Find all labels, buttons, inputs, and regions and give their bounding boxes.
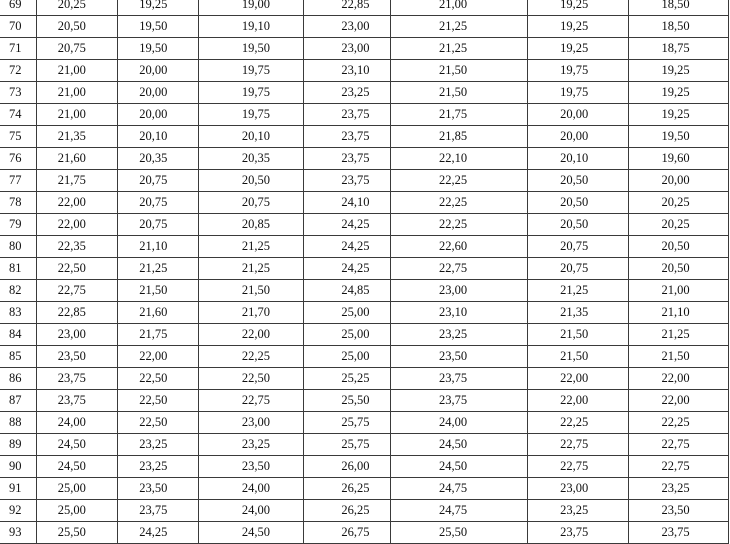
value-cell: 20,00 [628,170,728,192]
value-cell: 19,50 [628,126,728,148]
value-cell: 20,25 [628,214,728,236]
value-cell: 23,75 [304,148,391,170]
table-row [0,368,729,390]
value-cell: 21,75 [118,324,199,346]
table-row [0,170,729,192]
value-cell: 22,75 [628,456,728,478]
table-row [0,16,729,38]
value-cell: 20,85 [198,214,304,236]
table-row [0,346,729,368]
value-cell: 24,75 [391,500,528,522]
value-cell: 19,75 [528,60,628,82]
table-row [0,192,729,214]
value-cell: 19,10 [198,16,304,38]
value-cell: 23,00 [391,280,528,302]
value-cell: 22,75 [391,258,528,280]
value-cell: 23,25 [118,456,199,478]
value-cell: 23,25 [628,478,728,500]
value-cell: 21,00 [36,104,118,126]
value-cell: 22,35 [36,236,118,258]
value-cell: 21,00 [36,82,118,104]
value-cell: 22,50 [118,368,199,390]
table-row [0,214,729,236]
value-cell: 25,75 [304,434,391,456]
value-cell: 19,75 [198,60,304,82]
table-row [0,456,729,478]
value-cell: 20,35 [118,148,199,170]
value-cell: 21,00 [391,0,528,16]
value-cell: 21,70 [198,302,304,324]
value-cell: 21,25 [198,236,304,258]
value-cell: 19,00 [198,0,304,16]
value-cell: 20,50 [628,236,728,258]
value-cell: 21,85 [391,126,528,148]
value-cell: 23,25 [118,434,199,456]
row-number-cell: 71 [0,38,36,60]
value-cell: 22,25 [391,214,528,236]
value-cell: 20,75 [118,170,199,192]
value-cell: 26,75 [304,522,391,544]
value-cell: 21,50 [628,346,728,368]
value-cell: 23,50 [118,478,199,500]
value-cell: 20,25 [36,0,118,16]
value-cell: 21,75 [391,104,528,126]
row-number-cell: 84 [0,324,36,346]
value-cell: 19,50 [118,38,199,60]
row-number-cell: 79 [0,214,36,236]
value-cell: 23,00 [304,16,391,38]
value-cell: 23,75 [528,522,628,544]
value-cell: 25,00 [304,324,391,346]
value-cell: 19,75 [198,82,304,104]
value-cell: 22,00 [528,368,628,390]
row-number-cell: 86 [0,368,36,390]
value-cell: 20,75 [118,192,199,214]
value-cell: 21,50 [391,60,528,82]
row-number-cell: 74 [0,104,36,126]
value-cell: 21,25 [118,258,199,280]
value-cell: 22,25 [391,170,528,192]
value-cell: 19,25 [628,82,728,104]
value-cell: 21,25 [391,16,528,38]
value-cell: 24,85 [304,280,391,302]
value-cell: 22,00 [628,390,728,412]
value-cell: 18,50 [628,16,728,38]
value-cell: 23,75 [391,390,528,412]
value-cell: 22,00 [36,214,118,236]
value-cell: 23,50 [391,346,528,368]
value-cell: 19,25 [528,16,628,38]
value-cell: 25,75 [304,412,391,434]
value-cell: 21,60 [36,148,118,170]
value-cell: 25,50 [36,522,118,544]
value-cell: 19,60 [628,148,728,170]
value-cell: 25,50 [391,522,528,544]
table-row [0,434,729,456]
value-cell: 25,00 [36,500,118,522]
table-row [0,60,729,82]
value-cell: 20,00 [118,60,199,82]
value-cell: 24,25 [118,522,199,544]
value-cell: 21,50 [198,280,304,302]
value-cell: 22,75 [36,280,118,302]
row-number-cell: 82 [0,280,36,302]
value-cell: 23,50 [628,500,728,522]
value-cell: 20,00 [118,82,199,104]
row-number-cell: 88 [0,412,36,434]
row-number-cell: 72 [0,60,36,82]
value-cell: 22,25 [198,346,304,368]
value-cell: 23,75 [36,368,118,390]
value-cell: 21,25 [628,324,728,346]
value-cell: 23,00 [198,412,304,434]
table-row [0,82,729,104]
value-cell: 22,75 [528,434,628,456]
value-cell: 21,50 [391,82,528,104]
value-cell: 23,10 [391,302,528,324]
table-row [0,302,729,324]
value-cell: 22,10 [391,148,528,170]
value-cell: 21,25 [198,258,304,280]
value-cell: 24,50 [36,456,118,478]
value-cell: 24,25 [304,258,391,280]
value-cell: 25,50 [304,390,391,412]
value-cell: 21,10 [628,302,728,324]
row-number-cell: 89 [0,434,36,456]
value-cell: 25,00 [36,478,118,500]
value-cell: 24,50 [36,434,118,456]
value-cell: 21,50 [118,280,199,302]
value-cell: 21,25 [391,38,528,60]
row-number-cell: 83 [0,302,36,324]
row-number-cell: 93 [0,522,36,544]
table-row [0,258,729,280]
value-cell: 18,75 [628,38,728,60]
value-cell: 22,85 [36,302,118,324]
value-cell: 22,50 [198,368,304,390]
value-cell: 23,10 [304,60,391,82]
value-cell: 22,25 [391,192,528,214]
value-cell: 21,35 [528,302,628,324]
row-number-cell: 85 [0,346,36,368]
value-cell: 25,25 [304,368,391,390]
value-cell: 22,75 [198,390,304,412]
value-cell: 24,10 [304,192,391,214]
value-cell: 22,25 [528,412,628,434]
value-cell: 22,85 [304,0,391,16]
value-cell: 20,50 [528,214,628,236]
value-cell: 25,00 [304,302,391,324]
value-cell: 20,50 [528,170,628,192]
value-cell: 20,75 [118,214,199,236]
value-cell: 24,50 [198,522,304,544]
value-cell: 22,60 [391,236,528,258]
row-number-cell: 70 [0,16,36,38]
row-number-cell: 92 [0,500,36,522]
value-cell: 20,50 [198,170,304,192]
value-cell: 23,75 [304,126,391,148]
table-row [0,104,729,126]
table-row [0,324,729,346]
value-cell: 21,10 [118,236,199,258]
value-cell: 24,50 [391,456,528,478]
value-cell: 20,50 [36,16,118,38]
value-cell: 20,50 [628,258,728,280]
row-number-cell: 87 [0,390,36,412]
table-row [0,390,729,412]
value-cell: 19,25 [528,38,628,60]
value-cell: 20,00 [118,104,199,126]
value-cell: 22,50 [36,258,118,280]
row-number-cell: 73 [0,82,36,104]
table-row [0,148,729,170]
value-cell: 23,75 [391,368,528,390]
value-cell: 23,25 [304,82,391,104]
value-cell: 21,50 [528,324,628,346]
table-row [0,280,729,302]
value-cell: 20,25 [628,192,728,214]
value-cell: 20,10 [528,148,628,170]
value-cell: 23,00 [36,324,118,346]
row-number-cell: 69 [0,0,36,16]
value-cell: 24,00 [391,412,528,434]
value-cell: 19,50 [118,16,199,38]
value-cell: 20,75 [198,192,304,214]
value-cell: 18,50 [628,0,728,16]
value-cell: 19,50 [198,38,304,60]
value-cell: 22,00 [118,346,199,368]
value-cell: 24,25 [304,214,391,236]
value-cell: 25,00 [304,346,391,368]
row-number-cell: 76 [0,148,36,170]
table-row [0,478,729,500]
value-cell: 20,10 [198,126,304,148]
table-row [0,38,729,60]
value-cell: 23,25 [198,434,304,456]
value-cell: 26,00 [304,456,391,478]
value-cell: 23,75 [304,170,391,192]
value-cell: 21,35 [36,126,118,148]
value-cell: 23,00 [304,38,391,60]
value-cell: 23,50 [198,456,304,478]
value-cell: 22,50 [118,412,199,434]
value-cell: 20,35 [198,148,304,170]
value-cell: 19,25 [528,0,628,16]
value-cell: 23,75 [36,390,118,412]
value-cell: 20,00 [528,126,628,148]
value-cell: 24,50 [391,434,528,456]
value-cell: 19,25 [628,104,728,126]
value-cell: 22,00 [628,368,728,390]
value-cell: 22,75 [528,456,628,478]
table-row [0,500,729,522]
value-cell: 22,00 [36,192,118,214]
value-cell: 24,00 [198,478,304,500]
value-cell: 19,75 [528,82,628,104]
value-cell: 24,00 [36,412,118,434]
table-row [0,522,729,544]
row-number-cell: 75 [0,126,36,148]
value-cell: 23,75 [304,104,391,126]
value-cell: 20,75 [528,258,628,280]
row-number-cell: 80 [0,236,36,258]
value-cell: 23,25 [391,324,528,346]
value-cell: 22,00 [528,390,628,412]
value-cell: 21,00 [628,280,728,302]
value-cell: 24,00 [198,500,304,522]
value-cell: 21,00 [36,60,118,82]
value-cell: 21,50 [528,346,628,368]
value-cell: 21,60 [118,302,199,324]
row-number-cell: 77 [0,170,36,192]
value-cell: 26,25 [304,500,391,522]
value-cell: 19,75 [198,104,304,126]
value-cell: 24,75 [391,478,528,500]
value-cell: 20,00 [528,104,628,126]
table-row [0,0,729,16]
table-row [0,126,729,148]
value-cell: 23,75 [118,500,199,522]
value-cell: 23,75 [628,522,728,544]
value-cell: 20,75 [528,236,628,258]
value-cell: 19,25 [118,0,199,16]
value-cell: 21,75 [36,170,118,192]
value-cell: 23,25 [528,500,628,522]
row-number-cell: 90 [0,456,36,478]
value-cell: 20,75 [36,38,118,60]
row-number-cell: 81 [0,258,36,280]
value-cell: 19,25 [628,60,728,82]
row-number-cell: 78 [0,192,36,214]
value-cell: 22,75 [628,434,728,456]
value-cell: 24,25 [304,236,391,258]
value-cell: 20,10 [118,126,199,148]
table-row [0,236,729,258]
table-row [0,412,729,434]
value-cell: 22,25 [628,412,728,434]
value-cell: 22,50 [118,390,199,412]
value-cell: 26,25 [304,478,391,500]
value-cell: 23,50 [36,346,118,368]
row-number-cell: 91 [0,478,36,500]
value-cell: 23,00 [528,478,628,500]
value-cell: 21,25 [528,280,628,302]
value-cell: 22,00 [198,324,304,346]
value-cell: 20,50 [528,192,628,214]
